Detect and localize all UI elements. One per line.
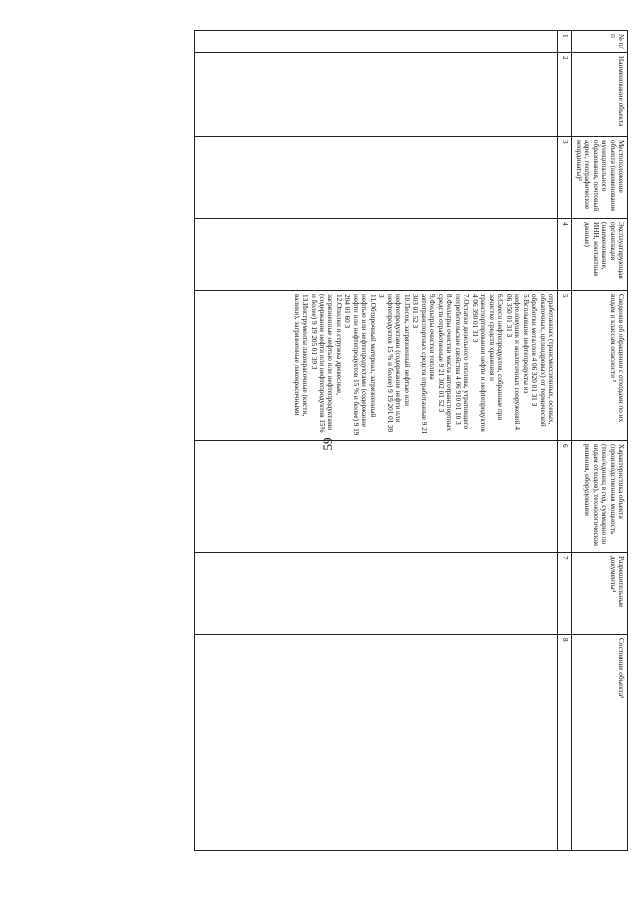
table-cell [195, 137, 558, 219]
column-number: 8 [558, 635, 572, 851]
waste-list-cell: отработанных (трансмиссионных, осевых, обкаточных, цилиндровых) от термической обработки металлов 4 06 320 01 31 3 5.Всплывшие нефтепродукты из нефтеловушек и аналогичных сооружений 4 06 350 01 31 3 6.Смеси нефтепродуктов, собранные при зачистке средств хранения и транспортировании нефти и нефтепродуктов 4 06 390 01 31 3 7.Остатки дизельного топлива, утратившего потребительские свойства 4 06 910 01 10 3 8.Фильтры очистки масла автотранспортных средств отработанные 9 21 302 01 52 3 9.Фильтры очистки топлива автотранспортных средств отработанные 9 21 303 01 52 3 10.Песок, загрязненный нефтью или нефтепродуктами (содержание нефти или нефтепродуктов 15 % и более) 9 19 201 01 39 3 11.Обтирочный материал, загрязненный нефтью или нефтепродуктами (содержание нефти или нефтепродуктов 15 % и более) 9 19 204 01 60 3 12.Опилки и стружка древесные, загрязненные нефтью или нефтепродуктами (содержание нефти или нефтепродуктов 15% и более) 9 19 205 01 39 3 13.Инструменты лакокрасочные (кисти, валики), загрязненные лакокрасочными [195, 291, 558, 441]
column-number: 1 [558, 31, 572, 53]
table-cell [195, 31, 558, 53]
column-number: 2 [558, 53, 572, 137]
column-number: 3 [558, 137, 572, 219]
column-number: 6 [558, 441, 572, 553]
table-cell [195, 553, 558, 635]
header-location: Местоположение объекта (наименование муниципального образования, почтовый адрес, географические координаты)³ [572, 137, 628, 219]
table-cell [195, 53, 558, 137]
header-object-name: Наименование объекта [572, 53, 628, 137]
table-row [195, 31, 558, 851]
table-cell [195, 441, 558, 553]
header-permits: Разрешительные документы⁴ [572, 553, 628, 635]
table-cell [195, 635, 558, 851]
header-characteristics: Характеристика объекта (производственная мощность (тонн/единиц в год, суммарно по видам отходов), технологические решения, оборудование [572, 441, 628, 553]
header-waste-handling: Сведения об обращении с отходами по их видам и классам опасности ² [572, 291, 628, 441]
header-number: № п/п [572, 31, 628, 53]
header-status: Состояние объекта⁵ [572, 635, 628, 851]
column-numbers-row [558, 31, 572, 851]
table-cell [195, 219, 558, 291]
registry-table-sheet [194, 30, 628, 850]
column-number: 7 [558, 553, 572, 635]
waste-facilities-table [194, 30, 628, 851]
page-number: 59 [320, 437, 335, 451]
column-number: 4 [558, 219, 572, 291]
header-operator: Эксплуатирующая организация (наименование, ИНН, контактные данные) [572, 219, 628, 291]
table-header-row [572, 31, 628, 851]
column-number: 5 [558, 291, 572, 441]
